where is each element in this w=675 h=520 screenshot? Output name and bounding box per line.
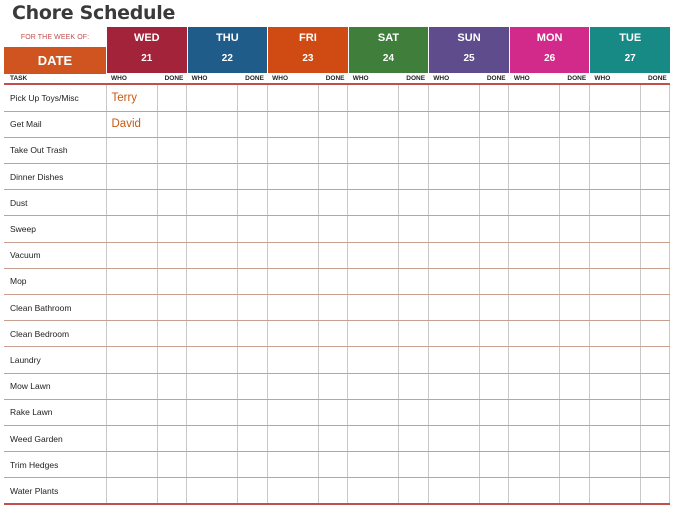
who-cell[interactable] bbox=[428, 164, 479, 190]
done-cell[interactable] bbox=[560, 111, 590, 137]
who-column-header: WHO bbox=[191, 75, 208, 82]
done-cell[interactable] bbox=[238, 478, 268, 504]
page-title: Chore Schedule bbox=[12, 2, 176, 24]
done-column-header: DONE bbox=[486, 75, 506, 82]
done-cell[interactable] bbox=[640, 268, 670, 294]
who-cell[interactable] bbox=[267, 478, 318, 504]
who-cell[interactable] bbox=[106, 242, 157, 268]
done-cell[interactable] bbox=[238, 216, 268, 242]
done-cell[interactable] bbox=[399, 137, 429, 163]
table-row bbox=[4, 347, 670, 373]
done-cell[interactable] bbox=[640, 164, 670, 190]
who-cell[interactable] bbox=[509, 373, 560, 399]
done-cell[interactable] bbox=[238, 347, 268, 373]
done-cell[interactable] bbox=[560, 85, 590, 111]
who-column-header: WHO bbox=[594, 75, 611, 82]
who-cell[interactable] bbox=[267, 268, 318, 294]
done-cell[interactable] bbox=[238, 268, 268, 294]
who-cell[interactable] bbox=[106, 452, 157, 478]
who-cell[interactable] bbox=[428, 268, 479, 294]
done-cell[interactable] bbox=[479, 164, 509, 190]
done-cell[interactable] bbox=[479, 242, 509, 268]
done-cell[interactable] bbox=[399, 478, 429, 504]
who-cell[interactable] bbox=[187, 399, 238, 425]
who-cell[interactable] bbox=[428, 190, 479, 216]
chore-grid bbox=[4, 85, 670, 505]
done-cell[interactable] bbox=[640, 373, 670, 399]
who-cell[interactable] bbox=[589, 478, 640, 504]
who-cell[interactable] bbox=[428, 137, 479, 163]
done-cell[interactable] bbox=[479, 399, 509, 425]
done-cell[interactable] bbox=[318, 373, 348, 399]
day-name: SUN bbox=[457, 32, 481, 44]
task-column-header: TASK bbox=[10, 75, 28, 82]
done-cell[interactable] bbox=[238, 242, 268, 268]
table-row bbox=[4, 425, 670, 451]
who-cell[interactable] bbox=[348, 321, 399, 347]
day-name: MON bbox=[536, 32, 563, 44]
done-cell[interactable] bbox=[238, 137, 268, 163]
done-cell[interactable] bbox=[399, 216, 429, 242]
who-cell[interactable] bbox=[509, 137, 560, 163]
done-cell[interactable] bbox=[399, 111, 429, 137]
task-name: Water Plants bbox=[4, 478, 106, 504]
who-cell[interactable] bbox=[106, 164, 157, 190]
done-cell[interactable] bbox=[399, 268, 429, 294]
done-cell[interactable] bbox=[318, 242, 348, 268]
task-name: Mop bbox=[4, 268, 106, 294]
who-cell[interactable] bbox=[267, 295, 318, 321]
done-cell[interactable] bbox=[640, 399, 670, 425]
day-header-sun bbox=[429, 27, 509, 73]
who-cell[interactable] bbox=[267, 164, 318, 190]
day-header-thu bbox=[188, 27, 268, 73]
done-cell[interactable] bbox=[238, 111, 268, 137]
who-cell[interactable] bbox=[509, 111, 560, 137]
who-cell[interactable] bbox=[589, 347, 640, 373]
day-number: 24 bbox=[382, 53, 395, 64]
who-cell[interactable] bbox=[348, 295, 399, 321]
task-name: Laundry bbox=[4, 347, 106, 373]
done-cell[interactable] bbox=[399, 190, 429, 216]
day-header-sat bbox=[349, 27, 429, 73]
done-cell[interactable] bbox=[640, 137, 670, 163]
who-cell[interactable] bbox=[187, 321, 238, 347]
who-cell[interactable] bbox=[509, 216, 560, 242]
who-cell[interactable] bbox=[509, 164, 560, 190]
who-cell[interactable]: David bbox=[106, 111, 157, 137]
who-cell[interactable] bbox=[509, 452, 560, 478]
done-cell[interactable] bbox=[318, 347, 348, 373]
done-cell[interactable] bbox=[560, 321, 590, 347]
who-cell[interactable] bbox=[348, 425, 399, 451]
who-cell[interactable] bbox=[428, 347, 479, 373]
who-cell[interactable] bbox=[589, 425, 640, 451]
task-name: Mow Lawn bbox=[4, 373, 106, 399]
who-cell[interactable] bbox=[589, 216, 640, 242]
task-name: Dust bbox=[4, 190, 106, 216]
table-row bbox=[4, 373, 670, 399]
done-cell[interactable] bbox=[157, 190, 187, 216]
done-cell[interactable] bbox=[560, 242, 590, 268]
day-number: 26 bbox=[544, 53, 556, 64]
who-column-header: WHO bbox=[433, 75, 450, 82]
who-cell[interactable] bbox=[589, 452, 640, 478]
done-cell[interactable] bbox=[560, 268, 590, 294]
who-cell[interactable] bbox=[106, 216, 157, 242]
done-column-header: DONE bbox=[164, 75, 184, 82]
who-cell[interactable] bbox=[509, 85, 560, 111]
done-cell[interactable] bbox=[399, 399, 429, 425]
who-column-header: WHO bbox=[272, 75, 289, 82]
done-cell[interactable] bbox=[560, 399, 590, 425]
done-cell[interactable] bbox=[238, 425, 268, 451]
who-cell[interactable] bbox=[509, 242, 560, 268]
done-cell[interactable] bbox=[560, 425, 590, 451]
day-name: FRI bbox=[299, 32, 317, 44]
done-cell[interactable] bbox=[560, 347, 590, 373]
table-row bbox=[4, 268, 670, 294]
table-row bbox=[4, 111, 670, 137]
who-cell[interactable] bbox=[589, 242, 640, 268]
done-cell[interactable] bbox=[318, 164, 348, 190]
day-number: 27 bbox=[624, 53, 636, 64]
done-cell[interactable] bbox=[640, 216, 670, 242]
done-cell[interactable] bbox=[157, 111, 187, 137]
done-cell[interactable] bbox=[560, 164, 590, 190]
who-cell[interactable] bbox=[348, 242, 399, 268]
who-cell[interactable] bbox=[187, 190, 238, 216]
done-cell[interactable] bbox=[399, 85, 429, 111]
done-cell[interactable] bbox=[157, 478, 187, 504]
done-cell[interactable] bbox=[318, 85, 348, 111]
done-column-header: DONE bbox=[325, 75, 345, 82]
done-column-header: DONE bbox=[245, 75, 264, 82]
day-header-tue bbox=[590, 27, 670, 73]
who-cell[interactable] bbox=[187, 295, 238, 321]
who-cell[interactable] bbox=[348, 452, 399, 478]
day-name: THU bbox=[216, 32, 239, 44]
done-cell[interactable] bbox=[318, 478, 348, 504]
task-name: Vacuum bbox=[4, 242, 106, 268]
who-cell[interactable] bbox=[589, 373, 640, 399]
done-column-header: DONE bbox=[647, 75, 667, 82]
task-name: Get Mail bbox=[4, 111, 106, 137]
who-cell[interactable]: Terry bbox=[106, 85, 157, 111]
done-cell[interactable] bbox=[399, 295, 429, 321]
who-cell[interactable] bbox=[348, 478, 399, 504]
who-cell[interactable] bbox=[428, 111, 479, 137]
done-cell[interactable] bbox=[318, 268, 348, 294]
table-row bbox=[4, 321, 670, 347]
who-cell[interactable] bbox=[267, 190, 318, 216]
who-cell[interactable] bbox=[106, 478, 157, 504]
done-cell[interactable] bbox=[318, 321, 348, 347]
done-cell[interactable] bbox=[479, 347, 509, 373]
who-cell[interactable] bbox=[348, 268, 399, 294]
table-row bbox=[4, 164, 670, 190]
who-cell[interactable] bbox=[428, 425, 479, 451]
done-cell[interactable] bbox=[157, 242, 187, 268]
who-cell[interactable] bbox=[348, 347, 399, 373]
done-cell[interactable] bbox=[318, 190, 348, 216]
done-cell[interactable] bbox=[479, 268, 509, 294]
who-cell[interactable] bbox=[589, 268, 640, 294]
who-cell[interactable] bbox=[267, 111, 318, 137]
done-cell[interactable] bbox=[157, 137, 187, 163]
who-cell[interactable] bbox=[589, 190, 640, 216]
task-name: Trim Hedges bbox=[4, 452, 106, 478]
done-cell[interactable] bbox=[479, 216, 509, 242]
who-cell[interactable] bbox=[267, 425, 318, 451]
done-cell[interactable] bbox=[560, 137, 590, 163]
who-cell[interactable] bbox=[187, 347, 238, 373]
who-cell[interactable] bbox=[187, 373, 238, 399]
who-cell[interactable] bbox=[106, 399, 157, 425]
done-cell[interactable] bbox=[238, 190, 268, 216]
done-cell[interactable] bbox=[479, 452, 509, 478]
done-cell[interactable] bbox=[640, 242, 670, 268]
done-cell[interactable] bbox=[479, 321, 509, 347]
task-name: Pick Up Toys/Misc bbox=[4, 85, 106, 111]
done-cell[interactable] bbox=[238, 452, 268, 478]
who-cell[interactable] bbox=[589, 321, 640, 347]
table-row bbox=[4, 295, 670, 321]
done-cell[interactable] bbox=[640, 295, 670, 321]
done-cell[interactable] bbox=[399, 242, 429, 268]
who-cell[interactable] bbox=[106, 268, 157, 294]
done-column-header: DONE bbox=[567, 75, 587, 82]
who-cell[interactable] bbox=[187, 216, 238, 242]
done-cell[interactable] bbox=[399, 452, 429, 478]
who-cell[interactable] bbox=[267, 452, 318, 478]
who-cell[interactable] bbox=[267, 373, 318, 399]
who-cell[interactable] bbox=[428, 242, 479, 268]
done-cell[interactable] bbox=[640, 425, 670, 451]
task-name: Rake Lawn bbox=[4, 399, 106, 425]
done-cell[interactable] bbox=[479, 478, 509, 504]
who-cell[interactable] bbox=[428, 216, 479, 242]
who-cell[interactable] bbox=[106, 295, 157, 321]
who-cell[interactable] bbox=[509, 321, 560, 347]
table-row bbox=[4, 242, 670, 268]
who-cell[interactable] bbox=[509, 399, 560, 425]
who-cell[interactable] bbox=[589, 111, 640, 137]
done-cell[interactable] bbox=[560, 295, 590, 321]
who-column-header: WHO bbox=[352, 75, 369, 82]
who-cell[interactable] bbox=[267, 216, 318, 242]
who-cell[interactable] bbox=[509, 268, 560, 294]
done-cell[interactable] bbox=[560, 373, 590, 399]
who-cell[interactable] bbox=[348, 111, 399, 137]
day-header-mon bbox=[510, 27, 590, 73]
done-cell[interactable] bbox=[318, 452, 348, 478]
done-cell[interactable] bbox=[238, 321, 268, 347]
who-cell[interactable] bbox=[348, 399, 399, 425]
who-cell[interactable] bbox=[267, 347, 318, 373]
who-cell[interactable] bbox=[428, 399, 479, 425]
date-cell[interactable]: DATE bbox=[4, 47, 106, 74]
who-cell[interactable] bbox=[428, 295, 479, 321]
task-name: Clean Bedroom bbox=[4, 321, 106, 347]
done-cell[interactable] bbox=[157, 452, 187, 478]
done-cell[interactable] bbox=[479, 111, 509, 137]
done-cell[interactable] bbox=[318, 425, 348, 451]
done-cell[interactable] bbox=[479, 425, 509, 451]
done-column-header: DONE bbox=[406, 75, 426, 82]
who-cell[interactable] bbox=[187, 164, 238, 190]
who-cell[interactable] bbox=[348, 137, 399, 163]
day-number: 21 bbox=[141, 53, 153, 64]
day-name: SAT bbox=[377, 32, 400, 44]
who-cell[interactable] bbox=[267, 137, 318, 163]
done-cell[interactable] bbox=[157, 373, 187, 399]
who-cell[interactable] bbox=[589, 164, 640, 190]
task-name: Weed Garden bbox=[4, 425, 106, 451]
week-label: FOR THE WEEK OF: bbox=[20, 34, 90, 41]
done-cell[interactable] bbox=[640, 111, 670, 137]
who-cell[interactable] bbox=[509, 295, 560, 321]
table-row bbox=[4, 478, 670, 504]
done-cell[interactable] bbox=[399, 425, 429, 451]
who-cell[interactable] bbox=[187, 111, 238, 137]
done-cell[interactable] bbox=[157, 295, 187, 321]
who-cell[interactable] bbox=[106, 425, 157, 451]
done-cell[interactable] bbox=[157, 321, 187, 347]
done-cell[interactable] bbox=[479, 137, 509, 163]
who-cell[interactable] bbox=[348, 164, 399, 190]
who-cell[interactable] bbox=[348, 85, 399, 111]
who-cell[interactable] bbox=[509, 347, 560, 373]
done-cell[interactable] bbox=[399, 164, 429, 190]
who-cell[interactable] bbox=[267, 85, 318, 111]
who-cell[interactable] bbox=[428, 321, 479, 347]
done-cell[interactable] bbox=[157, 164, 187, 190]
done-cell[interactable] bbox=[157, 85, 187, 111]
done-cell[interactable] bbox=[640, 478, 670, 504]
done-cell[interactable] bbox=[157, 399, 187, 425]
done-cell[interactable] bbox=[318, 137, 348, 163]
who-column-header: WHO bbox=[111, 75, 127, 82]
done-cell[interactable] bbox=[479, 190, 509, 216]
done-cell[interactable] bbox=[640, 347, 670, 373]
done-cell[interactable] bbox=[399, 373, 429, 399]
who-cell[interactable] bbox=[106, 373, 157, 399]
who-cell[interactable] bbox=[106, 321, 157, 347]
done-cell[interactable] bbox=[479, 295, 509, 321]
done-cell[interactable] bbox=[318, 399, 348, 425]
who-cell[interactable] bbox=[106, 190, 157, 216]
done-cell[interactable] bbox=[238, 373, 268, 399]
who-cell[interactable] bbox=[187, 452, 238, 478]
done-cell[interactable] bbox=[157, 216, 187, 242]
table-row bbox=[4, 216, 670, 242]
who-cell[interactable] bbox=[267, 321, 318, 347]
table-row bbox=[4, 190, 670, 216]
done-cell[interactable] bbox=[479, 373, 509, 399]
who-cell[interactable] bbox=[589, 295, 640, 321]
done-cell[interactable] bbox=[157, 425, 187, 451]
done-cell[interactable] bbox=[640, 85, 670, 111]
done-cell[interactable] bbox=[560, 452, 590, 478]
who-cell[interactable] bbox=[187, 425, 238, 451]
done-cell[interactable] bbox=[157, 268, 187, 294]
who-cell[interactable] bbox=[187, 85, 238, 111]
done-cell[interactable] bbox=[238, 85, 268, 111]
who-cell[interactable] bbox=[106, 347, 157, 373]
who-cell[interactable] bbox=[348, 190, 399, 216]
done-cell[interactable] bbox=[157, 347, 187, 373]
who-cell[interactable] bbox=[187, 242, 238, 268]
who-cell[interactable] bbox=[187, 478, 238, 504]
who-cell[interactable] bbox=[589, 137, 640, 163]
who-cell[interactable] bbox=[589, 85, 640, 111]
task-name: Dinner Dishes bbox=[4, 164, 106, 190]
table-row bbox=[4, 137, 670, 163]
done-cell[interactable] bbox=[640, 321, 670, 347]
done-cell[interactable] bbox=[238, 399, 268, 425]
task-name: Clean Bathroom bbox=[4, 295, 106, 321]
table-row bbox=[4, 85, 670, 111]
done-cell[interactable] bbox=[560, 216, 590, 242]
done-cell[interactable] bbox=[560, 190, 590, 216]
table-row bbox=[4, 452, 670, 478]
who-cell[interactable] bbox=[428, 85, 479, 111]
day-number: 22 bbox=[221, 53, 233, 64]
day-header-fri bbox=[268, 27, 348, 73]
who-cell[interactable] bbox=[106, 137, 157, 163]
done-cell[interactable] bbox=[318, 295, 348, 321]
who-cell[interactable] bbox=[428, 478, 479, 504]
done-cell[interactable] bbox=[479, 85, 509, 111]
done-cell[interactable] bbox=[640, 452, 670, 478]
who-cell[interactable] bbox=[187, 268, 238, 294]
task-name: Sweep bbox=[4, 216, 106, 242]
who-cell[interactable] bbox=[267, 242, 318, 268]
done-cell[interactable] bbox=[399, 321, 429, 347]
who-cell[interactable] bbox=[267, 399, 318, 425]
who-cell[interactable] bbox=[589, 399, 640, 425]
done-cell[interactable] bbox=[560, 478, 590, 504]
done-cell[interactable] bbox=[640, 190, 670, 216]
who-cell[interactable] bbox=[348, 373, 399, 399]
who-cell[interactable] bbox=[509, 425, 560, 451]
who-cell[interactable] bbox=[509, 190, 560, 216]
day-number: 25 bbox=[463, 53, 475, 64]
who-cell[interactable] bbox=[428, 373, 479, 399]
who-cell[interactable] bbox=[428, 452, 479, 478]
day-name: TUE bbox=[619, 32, 642, 44]
day-header-wed bbox=[107, 27, 187, 73]
who-cell[interactable] bbox=[348, 216, 399, 242]
who-cell[interactable] bbox=[187, 137, 238, 163]
done-cell[interactable] bbox=[318, 216, 348, 242]
table-row bbox=[4, 399, 670, 425]
done-cell[interactable] bbox=[238, 295, 268, 321]
who-cell[interactable] bbox=[509, 478, 560, 504]
day-name: WED bbox=[133, 32, 160, 44]
day-number: 23 bbox=[302, 53, 314, 64]
done-cell[interactable] bbox=[318, 111, 348, 137]
who-column-header: WHO bbox=[513, 75, 530, 82]
done-cell[interactable] bbox=[399, 347, 429, 373]
task-name: Take Out Trash bbox=[4, 137, 106, 163]
done-cell[interactable] bbox=[238, 164, 268, 190]
column-subheaders bbox=[4, 74, 670, 83]
